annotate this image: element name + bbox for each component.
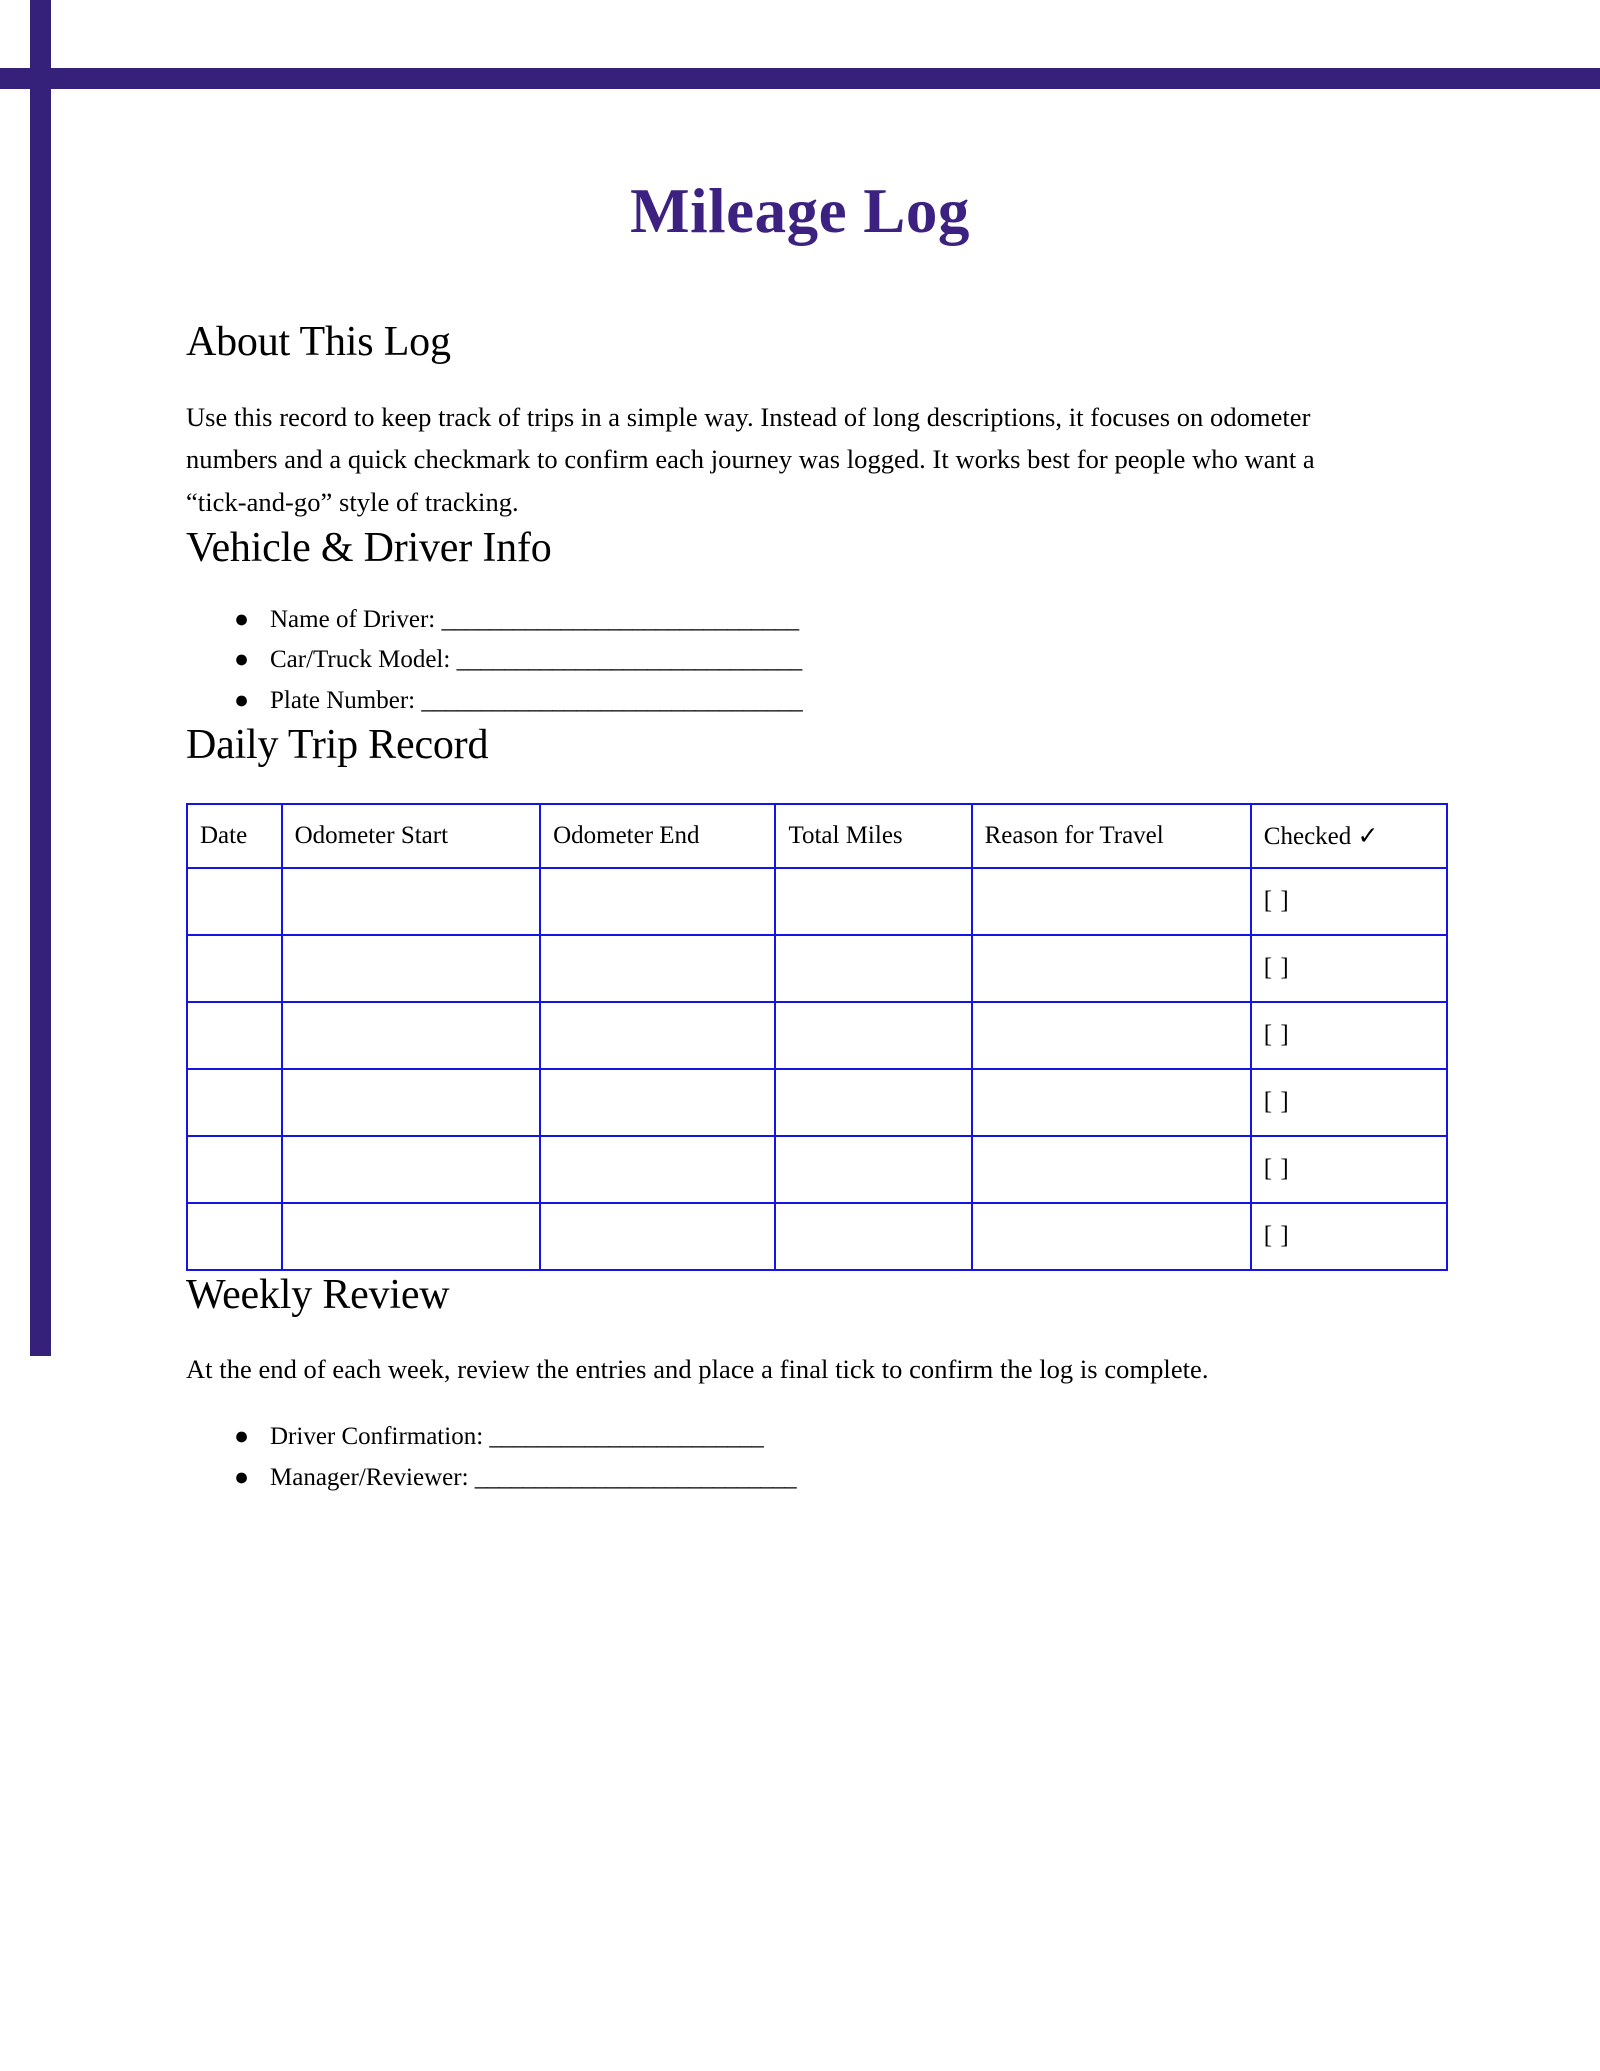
cell-date[interactable] <box>187 1203 282 1270</box>
cell-checkbox[interactable]: [ ] <box>1251 1203 1447 1270</box>
bullet-icon: ● <box>234 1463 250 1491</box>
field-blank-line[interactable]: _______________________ <box>489 1423 764 1451</box>
cell-reason[interactable] <box>972 1069 1251 1136</box>
field-label: Plate Number: <box>270 686 422 714</box>
table-row <box>187 1136 1447 1203</box>
field-blank-line[interactable]: _____________________________ <box>456 646 802 674</box>
about-paragraph: Use this record to keep track of trips in a simple way. Instead of long descriptions, it focuses on odometer numbers and a quick checkmark to confirm each journey was logged. It works best for people who want a “tick-and-go” style of tracking. <box>186 401 1315 518</box>
table-row <box>187 1069 1447 1136</box>
decorative-horizontal-rule <box>0 68 1600 89</box>
cell-reason[interactable] <box>972 868 1251 935</box>
cell-reason[interactable] <box>972 1136 1251 1203</box>
cell-total-miles[interactable] <box>775 1136 971 1203</box>
table-row <box>187 868 1447 935</box>
bullet-icon: ● <box>234 1423 250 1451</box>
bullet-icon: ● <box>234 605 250 633</box>
cell-odometer-start[interactable] <box>282 1136 540 1203</box>
cell-odometer-start[interactable] <box>282 1203 540 1270</box>
cell-odometer-end[interactable] <box>540 1203 775 1270</box>
cell-checkbox[interactable]: [ ] <box>1251 1136 1447 1203</box>
section-heading-vehicle: Vehicle & Driver Info <box>186 525 552 572</box>
list-item <box>234 1417 1448 1458</box>
field-label: Manager/Reviewer: <box>270 1463 475 1491</box>
table-row <box>187 1203 1447 1270</box>
section-heading-about: About This Log <box>186 319 451 365</box>
field-label: Car/Truck Model: <box>270 646 457 674</box>
cell-total-miles[interactable] <box>775 1203 971 1270</box>
cell-date[interactable] <box>187 868 282 935</box>
page-title: Mileage Log <box>630 176 970 246</box>
cell-checkbox[interactable]: [ ] <box>1251 935 1447 1002</box>
field-blank-line[interactable]: ________________________________ <box>421 686 803 714</box>
bullet-icon: ● <box>234 686 250 714</box>
vehicle-field-list <box>186 600 1448 722</box>
column-header-checked: Checked ✓ <box>1251 804 1447 868</box>
section-heading-daily: Daily Trip Record <box>186 722 489 769</box>
cell-total-miles[interactable] <box>775 1069 971 1136</box>
list-item <box>234 1458 1448 1499</box>
field-blank-line[interactable]: ______________________________ <box>441 605 799 633</box>
column-header-total-miles: Total Miles <box>775 804 971 868</box>
cell-odometer-start[interactable] <box>282 1002 540 1069</box>
list-item <box>234 640 1448 681</box>
table-row <box>187 935 1447 1002</box>
document-content <box>186 318 1448 1498</box>
cell-total-miles[interactable] <box>775 935 971 1002</box>
cell-date[interactable] <box>187 1069 282 1136</box>
cell-checkbox[interactable]: [ ] <box>1251 868 1447 935</box>
cell-checkbox[interactable]: [ ] <box>1251 1002 1447 1069</box>
cell-odometer-end[interactable] <box>540 1136 775 1203</box>
cell-date[interactable] <box>187 935 282 1002</box>
cell-reason[interactable] <box>972 1002 1251 1069</box>
table-body <box>187 868 1447 1270</box>
list-item <box>234 600 1448 641</box>
cell-odometer-end[interactable] <box>540 1002 775 1069</box>
cell-odometer-end[interactable] <box>540 868 775 935</box>
weekly-paragraph: At the end of each week, review the entries and place a final tick to confirm the log is complete. <box>186 1354 1209 1385</box>
cell-odometer-end[interactable] <box>540 1069 775 1136</box>
cell-odometer-start[interactable] <box>282 935 540 1002</box>
cell-reason[interactable] <box>972 935 1251 1002</box>
section-heading-weekly: Weekly Review <box>186 1271 450 1318</box>
cell-reason[interactable] <box>972 1203 1251 1270</box>
column-header-reason: Reason for Travel <box>972 804 1251 868</box>
table-row <box>187 1002 1447 1069</box>
column-header-odometer-end: Odometer End <box>540 804 775 868</box>
daily-trip-table <box>186 803 1448 1271</box>
cell-total-miles[interactable] <box>775 868 971 935</box>
cell-date[interactable] <box>187 1002 282 1069</box>
cell-total-miles[interactable] <box>775 1002 971 1069</box>
list-item <box>234 681 1448 722</box>
table-header-row <box>187 804 1447 868</box>
column-header-odometer-start: Odometer Start <box>282 804 540 868</box>
cell-checkbox[interactable]: [ ] <box>1251 1069 1447 1136</box>
cell-odometer-start[interactable] <box>282 1069 540 1136</box>
weekly-field-list <box>186 1417 1448 1498</box>
cell-odometer-start[interactable] <box>282 868 540 935</box>
cell-date[interactable] <box>187 1136 282 1203</box>
field-label: Name of Driver: <box>270 605 442 633</box>
field-label: Driver Confirmation: <box>270 1423 490 1451</box>
field-blank-line[interactable]: ___________________________ <box>474 1463 797 1491</box>
cell-odometer-end[interactable] <box>540 935 775 1002</box>
bullet-icon: ● <box>234 646 250 674</box>
column-header-date: Date <box>187 804 282 868</box>
